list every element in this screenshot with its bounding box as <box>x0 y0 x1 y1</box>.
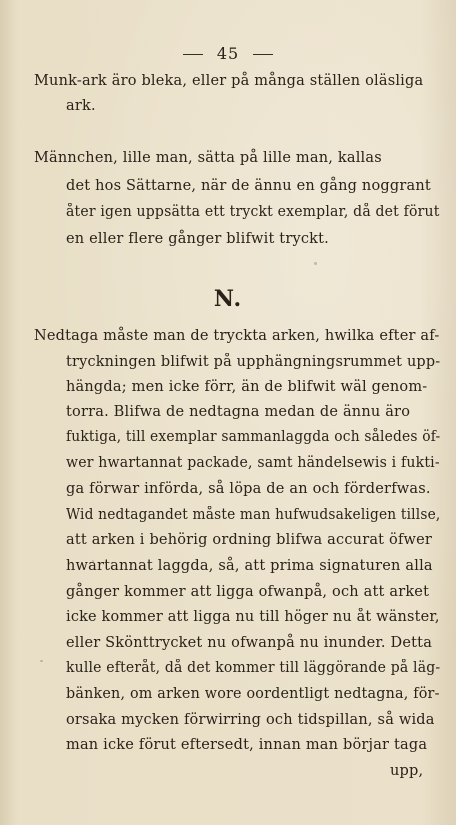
header-rule-right <box>253 54 273 55</box>
text-line: hwartannat laggda, så, att prima signaturen alla <box>66 558 433 574</box>
text-line: icke kommer att ligga nu till höger nu åt wänster, <box>66 609 440 625</box>
paper-speck <box>92 560 94 562</box>
text-line: eller Skönttrycket nu ofwanpå nu inunder. Detta <box>66 635 433 651</box>
text-line: kulle efteråt, då det kommer till läggörande på läg- <box>66 660 441 676</box>
text-line: tryckningen blifwit på upphängningsrummet upp- <box>66 354 441 370</box>
text-line: ga förwar införda, så löpa de an och förderfwas. <box>66 481 431 497</box>
text-line: torra. Blifwa de nedtagna medan de ännu äro <box>66 404 411 420</box>
header-rule-left <box>183 54 203 55</box>
text-line: en eller flere gånger blifwit tryckt. <box>66 231 329 247</box>
text-line: man icke förut eftersedt, innan man börjar taga <box>66 737 428 753</box>
text-line: åter igen uppsätta ett tryckt exemplar, då det förut <box>66 204 440 220</box>
text-line: det hos Sättarne, när de ännu en gång noggrant <box>66 178 431 194</box>
text-line: wer hwartannat packade, samt händelsewis i fukti- <box>66 455 440 471</box>
catchword: upp, <box>390 763 424 779</box>
page-header <box>0 44 456 63</box>
text-line: att arken i behörig ordning blifwa accurat öfwer <box>66 532 433 548</box>
text-line: Männchen, lille man, sätta på lille man, kallas <box>34 150 382 166</box>
page-number: 45 <box>216 44 240 63</box>
text-line: hängda; men icke förr, än de blifwit wäl genom- <box>66 379 428 395</box>
text-line: Wid nedtagandet måste man hufwudsakeligen tillse, <box>66 507 441 523</box>
paper-speck <box>314 262 317 265</box>
text-line: gånger kommer att ligga ofwanpå, och att arket <box>66 584 430 600</box>
paper-speck <box>40 660 43 662</box>
text-line: ark. <box>66 98 96 114</box>
text-line: orsaka mycken förwirring och tidspillan, så wida <box>66 712 435 728</box>
text-line: fuktiga, till exemplar sammanlaggda och således öf- <box>66 429 441 445</box>
text-line: bänken, om arken wore oordentligt nedtagna, för- <box>66 686 440 702</box>
section-heading: N. <box>213 286 243 312</box>
text-line: Munk-ark äro bleka, eller på många ställen oläsliga <box>34 73 424 89</box>
text-line: Nedtaga måste man de tryckta arken, hwilka efter af- <box>34 328 440 344</box>
